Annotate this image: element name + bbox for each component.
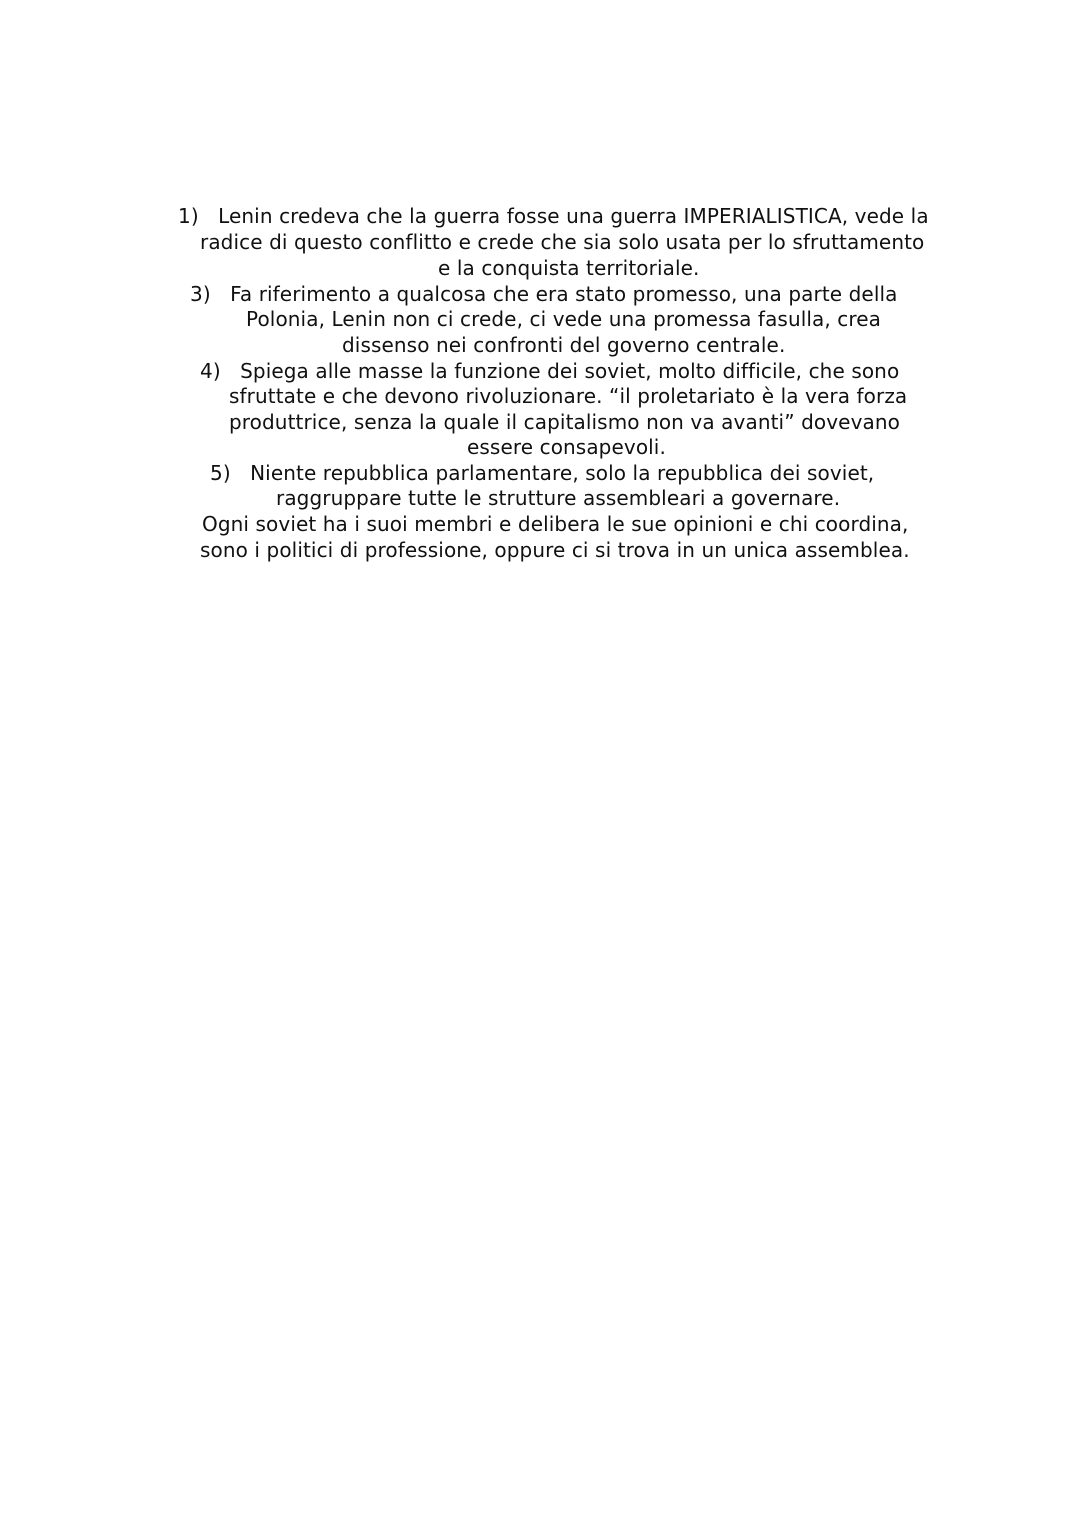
list-item-3-line-2: Polonia, Lenin non ci crede, ci vede una promessa fasulla, crea — [246, 307, 882, 331]
list-item-4-line-2: sfruttate e che devono rivoluzionare. “il proletariato è la vera forza — [229, 384, 908, 408]
list-item-4-line-3: produttrice, senza la quale il capitalismo non va avanti” dovevano — [229, 410, 900, 434]
list-item-1-number: 1) — [178, 204, 199, 228]
list-item-5-text-1: Niente repubblica parlamentare, solo la repubblica dei soviet, — [250, 461, 875, 485]
list-item-5-line-1 — [210, 461, 874, 486]
list-item-3-line-3: dissenso nei confronti del governo centrale. — [342, 333, 786, 357]
list-item-1-line-2: radice di questo conflitto e crede che sia solo usata per lo sfruttamento — [200, 230, 925, 254]
list-item-3-text-1: Fa riferimento a qualcosa che era stato promesso, una parte della — [230, 282, 898, 306]
list-item-1-line-1 — [178, 204, 929, 229]
list-item-4-number: 4) — [200, 359, 221, 383]
list-item-4-line-1 — [200, 359, 899, 384]
list-item-5-line-2: raggruppare tutte le strutture assembleari a governare. — [276, 486, 841, 510]
list-item-3-number: 3) — [190, 282, 211, 306]
closing-paragraph-line-1: Ogni soviet ha i suoi membri e delibera le sue opinioni e chi coordina, — [202, 512, 909, 536]
list-item-1-text-1: Lenin credeva che la guerra fosse una guerra IMPERIALISTICA, vede la — [218, 204, 929, 228]
list-item-4-line-4: essere consapevoli. — [467, 435, 666, 459]
list-item-4-text-1: Spiega alle masse la funzione dei soviet, molto difficile, che sono — [240, 359, 900, 383]
list-item-1-line-3: e la conquista territoriale. — [438, 256, 700, 280]
closing-paragraph-line-2: sono i politici di professione, oppure ci si trova in un unica assemblea. — [200, 538, 910, 562]
list-item-3-line-1 — [190, 282, 898, 307]
list-item-5-number: 5) — [210, 461, 231, 485]
